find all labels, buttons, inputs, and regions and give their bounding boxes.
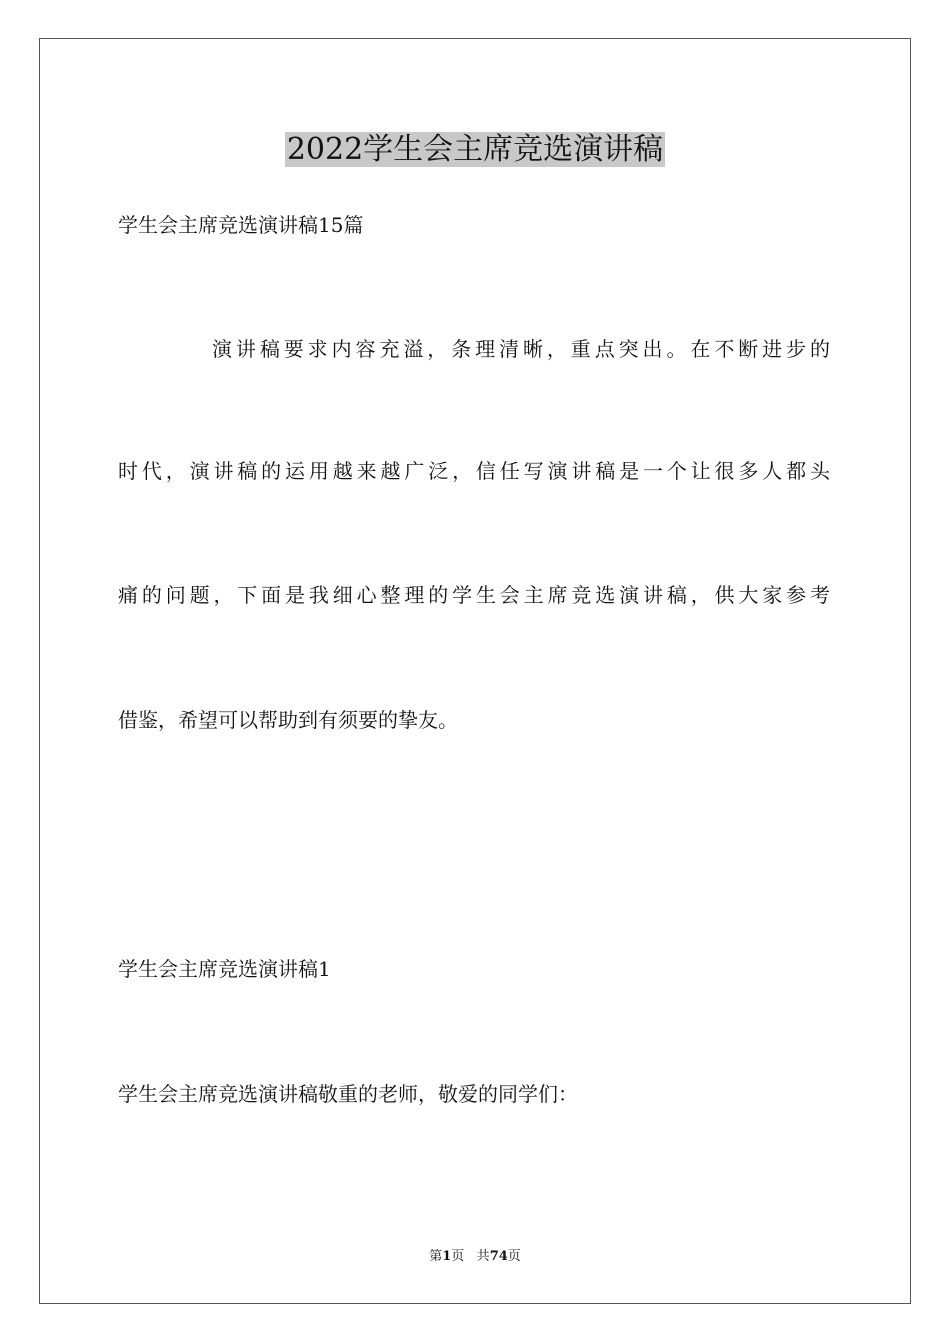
footer-page-suffix: 页 — [451, 1249, 465, 1264]
footer-total-prefix: 共 — [476, 1249, 490, 1264]
intro-line-3: 痛的问题，下面是我细心整理的学生会主席竞选演讲稿，供大家参考 — [118, 583, 830, 607]
footer-page-prefix: 第 — [429, 1249, 443, 1264]
salutation-line: 学生会主席竞选演讲稿敬重的老师，敬爱的同学们： — [118, 1082, 578, 1106]
document-title — [0, 128, 950, 172]
intro-line-1: 演讲稿要求内容充溢，条理清晰，重点突出。在不断进步的 — [212, 337, 830, 361]
footer-page-number: 1 — [442, 1249, 452, 1264]
document-subtitle: 学生会主席竞选演讲稿15篇 — [118, 213, 364, 237]
footer-total-pages: 74 — [489, 1249, 508, 1264]
document-title-text: 2022学生会主席竞选演讲稿 — [286, 132, 664, 167]
footer-total-suffix: 页 — [507, 1249, 521, 1264]
intro-line-4: 借鉴，希望可以帮助到有须要的挚友。 — [118, 708, 458, 732]
intro-line-2: 时代，演讲稿的运用越来越广泛，信任写演讲稿是一个让很多人都头 — [118, 459, 830, 483]
section-heading: 学生会主席竞选演讲稿1 — [118, 957, 331, 981]
page-footer — [0, 1248, 950, 1266]
